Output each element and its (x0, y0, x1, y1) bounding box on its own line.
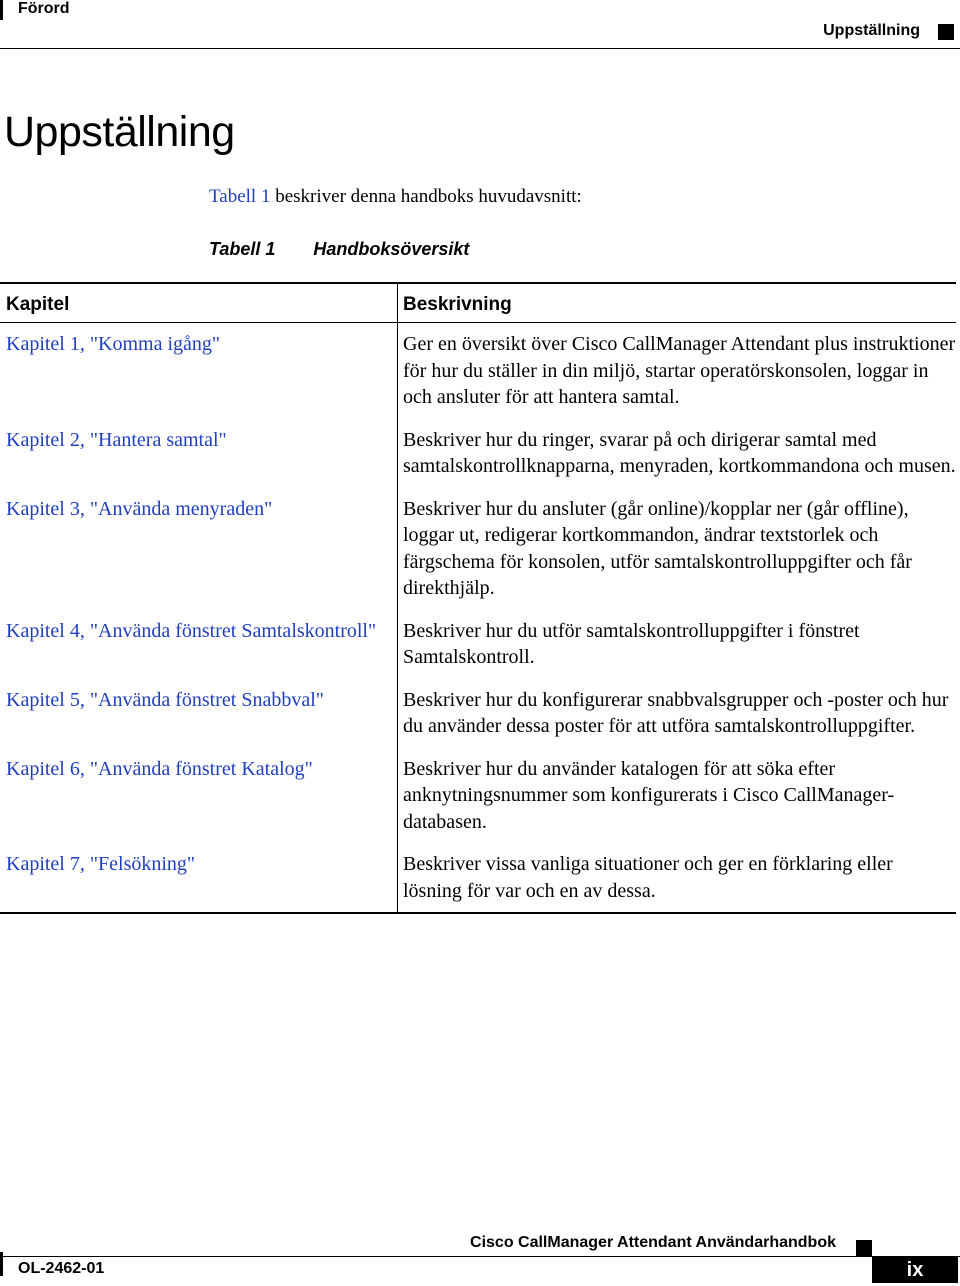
overview-table (0, 282, 956, 914)
chapter-link[interactable]: Kapitel 2, "Hantera samtal" (0, 419, 398, 488)
table-body (0, 323, 956, 912)
table-row (0, 419, 956, 488)
chapter-description: Beskriver hur du ringer, svarar på och dirigerar samtal med samtalskontrollknapparna, menyraden, kortkommandona och musen. (403, 428, 956, 477)
table-header-row (0, 282, 956, 323)
chapter-link[interactable]: Kapitel 3, "Använda menyraden" (0, 488, 398, 610)
footer-square-marker (856, 1240, 872, 1256)
chapter-link[interactable]: Kapitel 7, "Felsökning" (0, 843, 398, 912)
page-title: Uppställning (4, 108, 235, 156)
footer-left-bar (0, 1252, 3, 1276)
chapter-description: Beskriver hur du utför samtalskontrolluppgifter i fönstret Samtalskontroll. (403, 619, 860, 668)
chapter-description: Beskriver hur du använder katalogen för att söka efter anknytningsnummer som konfigurerats i Cisco CallManager-databasen. (403, 757, 895, 833)
chapter-link[interactable]: Kapitel 1, "Komma igång" (0, 323, 398, 419)
chapter-link[interactable]: Kapitel 5, "Använda fönstret Snabbval" (0, 679, 398, 748)
footer-rule (0, 1256, 960, 1257)
table-caption (209, 239, 469, 260)
chapter-description: Ger en översikt över Cisco CallManager Attendant plus instruktioner för hur du ställer in din miljö, startar operatörskonsolen, loggar in och ansluter för att hantera samtal. (403, 333, 956, 408)
chapter-description: Beskriver hur du ansluter (går online)/kopplar ner (går offline), loggar ut, redigerar kortkommandon, ändrar textstorlek och färgschema för konsolen, utför samtalskontrolluppgifter och får direkthjälp. (403, 497, 912, 599)
caption-title: Handboksöversikt (313, 239, 470, 259)
footer-book-title: Cisco CallManager Attendant Användarhandbok (470, 1234, 836, 1251)
header-rule (0, 48, 960, 49)
table-row (0, 843, 956, 912)
header-section: Uppställning (823, 22, 920, 39)
column-header-chapter: Kapitel (0, 284, 398, 322)
chapter-description: Beskriver vissa vanliga situationer och ger en förklaring eller lösning för var och en av dessa. (403, 853, 893, 902)
caption-label: Tabell 1 (209, 239, 276, 259)
table-row (0, 488, 956, 610)
table-row (0, 679, 956, 748)
table-bottom-rule (0, 912, 956, 914)
intro-text: beskriver denna handboks huvudavsnitt: (270, 186, 582, 207)
chapter-link[interactable]: Kapitel 6, "Använda fönstret Katalog" (0, 748, 398, 844)
intro-paragraph (209, 186, 582, 208)
chapter-link[interactable]: Kapitel 4, "Använda fönstret Samtalskontroll" (0, 610, 398, 679)
table-row (0, 323, 956, 419)
header-square-marker (938, 24, 954, 40)
footer-doc-number: OL-2462-01 (18, 1260, 105, 1277)
chapter-description: Beskriver hur du konfigurerar snabbvalsgrupper och -poster och hur du använder dessa poster för att utföra samtalskontrolluppgifter. (403, 688, 949, 737)
header-chapter: Förord (18, 0, 70, 17)
table-row (0, 610, 956, 679)
header-left-bar (0, 0, 3, 20)
footer-page-number: ix (872, 1257, 958, 1283)
table-reference-link[interactable]: Tabell 1 (209, 186, 271, 207)
table-row (0, 748, 956, 844)
column-header-description: Beskrivning (403, 294, 512, 315)
